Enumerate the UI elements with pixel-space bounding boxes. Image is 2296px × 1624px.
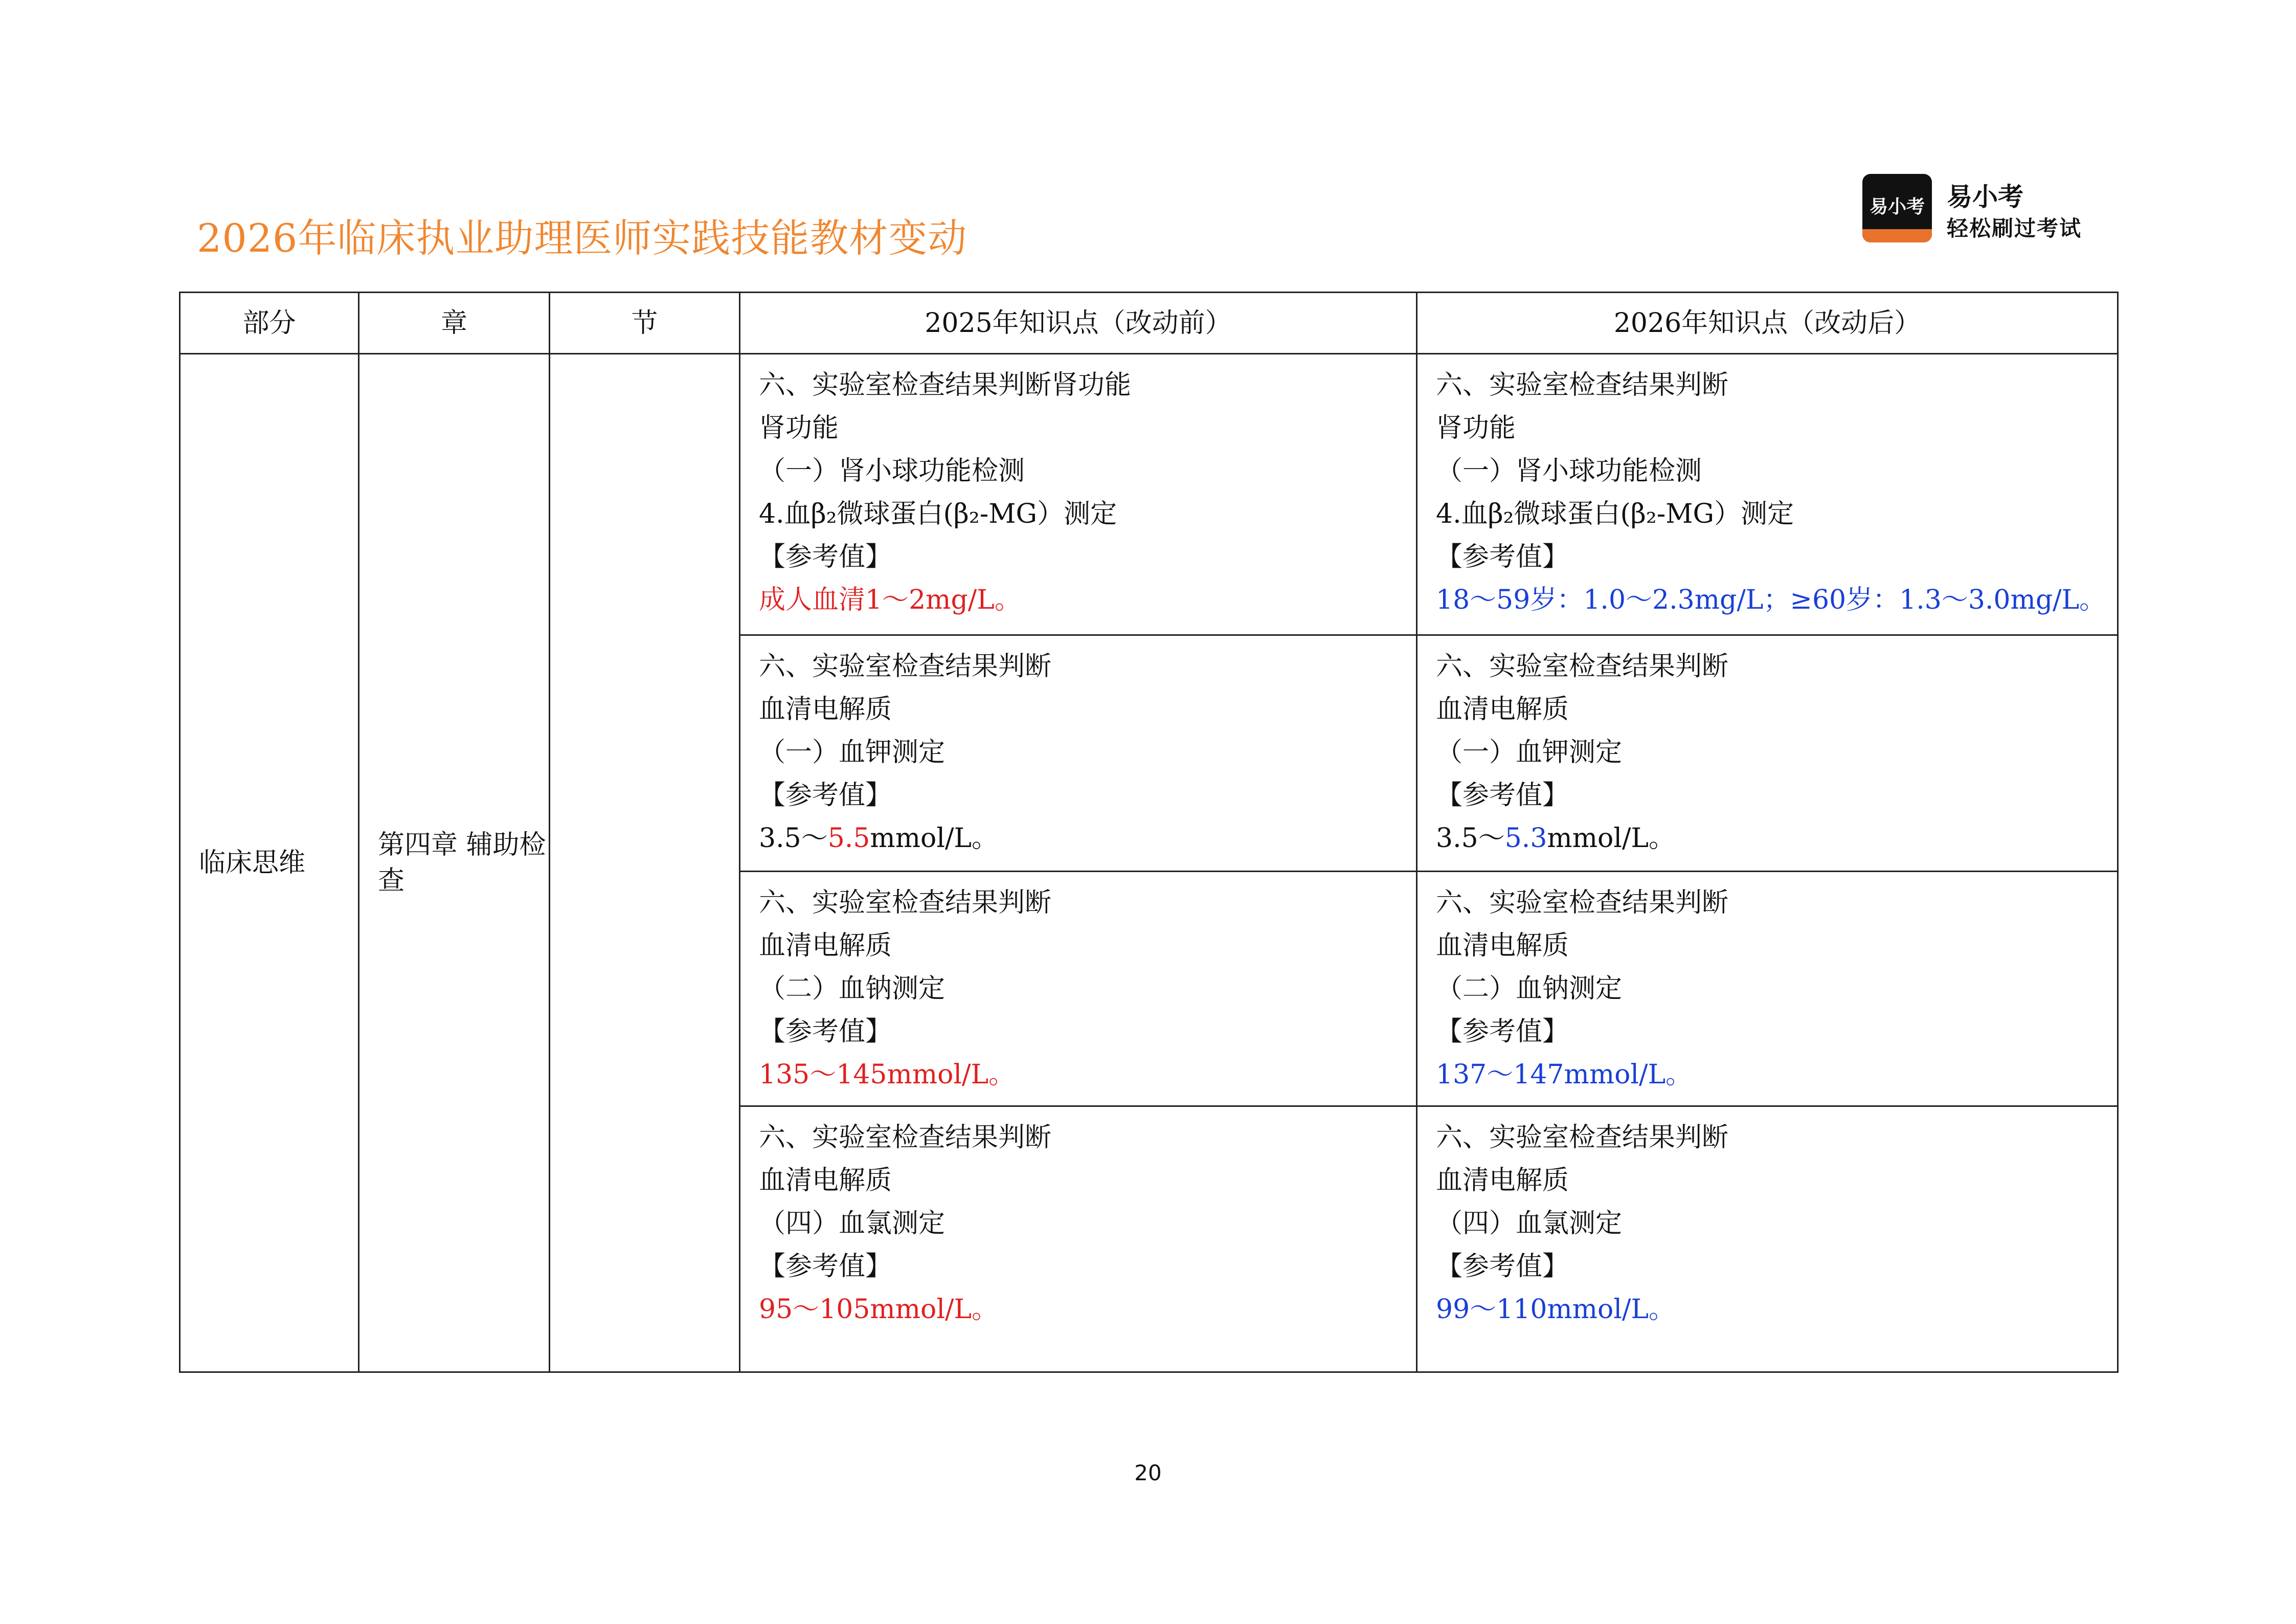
cell-line: 【参考值】 bbox=[1436, 542, 1569, 572]
after-cell bbox=[1417, 354, 2118, 635]
cell-line: 血清电解质 bbox=[1436, 930, 1569, 961]
page-title: 2026年临床执业助理医师实践技能教材变动 bbox=[197, 215, 967, 261]
chapter-cell bbox=[359, 354, 550, 1372]
cell-line: 肾功能 bbox=[759, 413, 839, 443]
brand-logo bbox=[1862, 174, 2098, 246]
after-cell bbox=[1417, 1106, 2118, 1372]
section-cell bbox=[550, 354, 740, 1372]
cell-line: 六、实验室检查结果判断肾功能 bbox=[759, 370, 1132, 401]
reference-value bbox=[759, 817, 1398, 860]
header-after: 2026年知识点（改动后） bbox=[1417, 293, 2118, 354]
cell-line: （一）血钾测定 bbox=[759, 737, 946, 768]
before-cell bbox=[740, 635, 1417, 872]
cell-line: 六、实验室检查结果判断 bbox=[759, 1122, 1052, 1153]
value-highlight: 5.5 bbox=[827, 823, 870, 854]
value-highlight: 5.3 bbox=[1504, 823, 1547, 854]
before-cell bbox=[740, 1106, 1417, 1372]
logo-icon-text: 易小考 bbox=[1869, 196, 1925, 217]
reference-value bbox=[1436, 817, 2099, 860]
cell-line: 六、实验室检查结果判断 bbox=[1436, 1122, 1729, 1153]
page-number: 20 bbox=[1134, 1460, 1162, 1485]
cell-line: 【参考值】 bbox=[1436, 1016, 1569, 1047]
header-before: 2025年知识点（改动前） bbox=[740, 293, 1417, 354]
cell-line: 六、实验室检查结果判断 bbox=[1436, 370, 1729, 401]
cell-line: 血清电解质 bbox=[759, 1165, 892, 1196]
cell-line: 血清电解质 bbox=[759, 930, 892, 961]
cell-line: 【参考值】 bbox=[1436, 1251, 1569, 1282]
reference-value: 成人血清1～2mg/L。 bbox=[759, 585, 1021, 615]
after-cell bbox=[1417, 872, 2118, 1106]
before-cell bbox=[740, 354, 1417, 635]
cell-line: 【参考值】 bbox=[759, 542, 892, 572]
brand-name: 易小考 bbox=[1947, 182, 2023, 212]
reference-value: 95～105mmol/L。 bbox=[759, 1294, 999, 1325]
logo-icon bbox=[1862, 174, 1932, 242]
value-suffix: mmol/L。 bbox=[870, 823, 999, 854]
after-cell bbox=[1417, 635, 2118, 872]
value-prefix: 3.5～ bbox=[1436, 823, 1505, 854]
changes-table bbox=[179, 292, 2119, 1373]
header-chapter: 章 bbox=[359, 293, 550, 354]
cell-line: 血清电解质 bbox=[759, 694, 892, 725]
header-section: 节 bbox=[550, 293, 740, 354]
cell-line: 【参考值】 bbox=[1436, 780, 1569, 811]
part-cell: 临床思维 bbox=[180, 354, 359, 1372]
cell-line: 六、实验室检查结果判断 bbox=[1436, 651, 1729, 682]
cell-line: （一）肾小球功能检测 bbox=[1436, 456, 1702, 486]
logo-stripe bbox=[1862, 229, 1932, 242]
cell-line: 【参考值】 bbox=[759, 1251, 892, 1282]
before-cell bbox=[740, 872, 1417, 1106]
cell-line: （一）肾小球功能检测 bbox=[759, 456, 1025, 486]
cell-line: 【参考值】 bbox=[759, 780, 892, 811]
cell-line: 血清电解质 bbox=[1436, 1165, 1569, 1196]
value-prefix: 3.5～ bbox=[759, 823, 828, 854]
reference-value: 137～147mmol/L。 bbox=[1436, 1059, 1693, 1090]
cell-line: 六、实验室检查结果判断 bbox=[759, 887, 1052, 918]
cell-line: （四）血氯测定 bbox=[1436, 1208, 1623, 1239]
cell-line: 4.血β₂微球蛋白(β₂-MG）测定 bbox=[759, 499, 1117, 529]
cell-line: 血清电解质 bbox=[1436, 694, 1569, 725]
reference-value: 99～110mmol/L。 bbox=[1436, 1294, 1676, 1325]
cell-line: （一）血钾测定 bbox=[1436, 737, 1623, 768]
reference-value: 135～145mmol/L。 bbox=[759, 1059, 1016, 1090]
header-part: 部分 bbox=[180, 293, 359, 354]
table-header-row bbox=[180, 293, 2118, 354]
chapter-text: 第四章 辅助检查 bbox=[378, 830, 546, 896]
cell-line: （四）血氯测定 bbox=[759, 1208, 946, 1239]
reference-value: 18～59岁：1.0～2.3mg/L；≥60岁：1.3～3.0mg/L。 bbox=[1436, 585, 2106, 615]
cell-line: （二）血钠测定 bbox=[1436, 973, 1623, 1004]
brand-slogan: 轻松刷过考试 bbox=[1947, 216, 2082, 241]
cell-line: 六、实验室检查结果判断 bbox=[759, 651, 1052, 682]
cell-line: 【参考值】 bbox=[759, 1016, 892, 1047]
table-row bbox=[180, 354, 2118, 635]
cell-line: 4.血β₂微球蛋白(β₂-MG）测定 bbox=[1436, 499, 1794, 529]
value-suffix: mmol/L。 bbox=[1547, 823, 1676, 854]
cell-line: 肾功能 bbox=[1436, 413, 1516, 443]
cell-line: （二）血钠测定 bbox=[759, 973, 946, 1004]
cell-line: 六、实验室检查结果判断 bbox=[1436, 887, 1729, 918]
